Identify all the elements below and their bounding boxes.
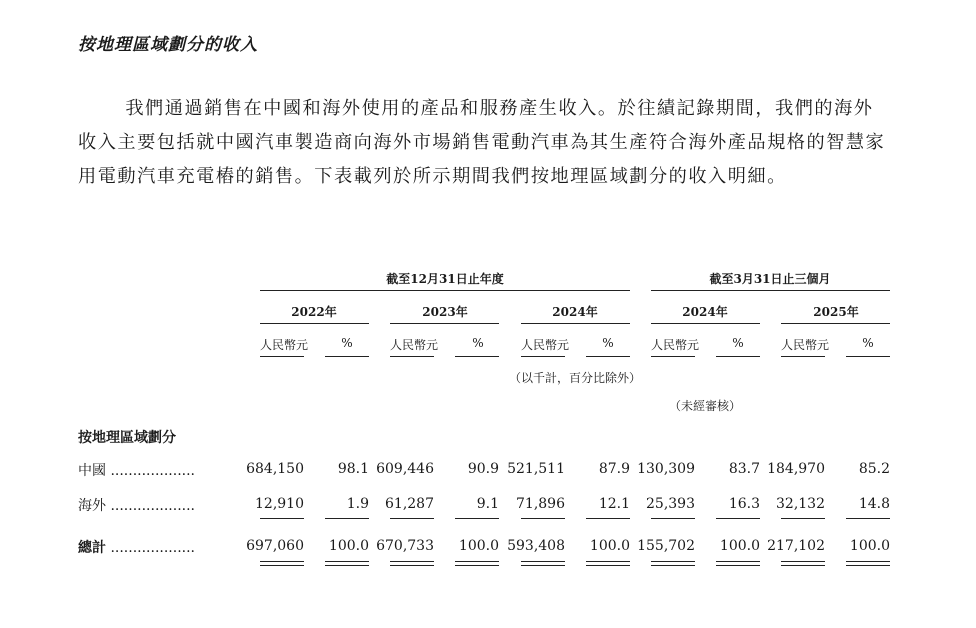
period-header: 2023年 (422, 305, 468, 319)
col-rmb-header: 人民幣元 (390, 338, 439, 352)
cell-value: 100.0 (589, 538, 630, 554)
cell-value: 670,733 (376, 538, 434, 554)
cell-value: 98.1 (337, 461, 369, 477)
cell-value: 609,446 (376, 461, 434, 477)
cell-value: 9.1 (476, 496, 499, 512)
group-header-quarter: 截至3月31日止三個月 (709, 272, 831, 286)
note-thousands: （以千計，百分比除外） (508, 371, 642, 385)
col-rule (390, 356, 434, 357)
period-rule (781, 323, 890, 324)
col-pct-header: % (341, 336, 353, 350)
total-double-rule (390, 565, 434, 566)
subtotal-rule (455, 518, 499, 519)
total-double-rule (846, 565, 890, 566)
row-label-text: 海外 (78, 498, 106, 514)
cell-value: 85.2 (858, 461, 890, 477)
cell-value: 184,970 (767, 461, 825, 477)
subtotal-rule (781, 518, 825, 519)
total-double-rule (651, 565, 695, 566)
cell-value: 12,910 (255, 496, 304, 512)
subtotal-rule (846, 518, 890, 519)
total-double-rule (521, 565, 565, 566)
col-pct-header: % (602, 336, 614, 350)
period-header: 2024年 (682, 305, 728, 319)
col-rmb-header: 人民幣元 (521, 338, 570, 352)
total-double-rule (521, 561, 565, 562)
total-double-rule (781, 565, 825, 566)
col-rmb-header: 人民幣元 (260, 338, 309, 352)
total-double-rule (390, 561, 434, 562)
cell-value: 217,102 (767, 538, 825, 554)
cell-value: 100.0 (719, 538, 760, 554)
period-rule (260, 323, 369, 324)
subtotal-rule (390, 518, 434, 519)
subtotal-rule (651, 518, 695, 519)
section-label: 按地理區域劃分 (78, 430, 176, 446)
period-header: 2025年 (813, 305, 859, 319)
cell-value: 697,060 (246, 538, 304, 554)
cell-value: 71,896 (516, 496, 565, 512)
total-double-rule (260, 561, 304, 562)
col-rule (586, 356, 630, 357)
group-header-year: 截至12月31日止年度 (386, 272, 504, 286)
cell-value: 130,309 (637, 461, 695, 477)
col-rmb-header: 人民幣元 (651, 338, 700, 352)
total-double-rule (716, 565, 760, 566)
col-rule (846, 356, 890, 357)
cell-value: 83.7 (728, 461, 760, 477)
cell-value: 684,150 (246, 461, 304, 477)
period-header: 2022年 (291, 305, 337, 319)
row-label-text: 中國 (78, 463, 106, 479)
cell-value: 87.9 (598, 461, 630, 477)
group-quarter-rule (651, 290, 890, 291)
col-rule (521, 356, 565, 357)
col-rule (781, 356, 825, 357)
col-rule (651, 356, 695, 357)
group-year-rule (260, 290, 630, 291)
paragraph-text: 我們通過銷售在中國和海外使用的產品和服務產生收入。於往績記錄期間，我們的海外收入主要包括就中國汽車製造商向海外市場銷售電動汽車為其生產符合海外產品規格的智慧家用電動汽車充電樁的銷售。下表載列於所示期間我們按地理區域劃分的收入明細。 (78, 98, 886, 187)
cell-value: 14.8 (858, 496, 890, 512)
cell-value: 100.0 (458, 538, 499, 554)
total-double-rule (455, 561, 499, 562)
row-label (78, 537, 195, 557)
cell-value: 16.3 (728, 496, 760, 512)
row-label (78, 460, 195, 480)
period-rule (390, 323, 499, 324)
cell-value: 1.9 (346, 496, 369, 512)
period-rule (521, 323, 630, 324)
subtotal-rule (586, 518, 630, 519)
row-label (78, 495, 195, 515)
col-rule (325, 356, 369, 357)
dot-leader: ................... (110, 463, 196, 479)
period-rule (651, 323, 760, 324)
subtotal-rule (716, 518, 760, 519)
cell-value: 521,511 (507, 461, 565, 477)
note-unaudited: （未經審核） (668, 399, 742, 413)
total-double-rule (651, 561, 695, 562)
cell-value: 593,408 (507, 538, 565, 554)
total-double-rule (325, 565, 369, 566)
col-rmb-header: 人民幣元 (781, 338, 830, 352)
total-double-rule (716, 561, 760, 562)
col-pct-header: % (732, 336, 744, 350)
cell-value: 155,702 (637, 538, 695, 554)
period-header: 2024年 (552, 305, 598, 319)
dot-leader: ................... (110, 498, 196, 514)
subtotal-rule (325, 518, 369, 519)
subtotal-rule (521, 518, 565, 519)
total-double-rule (325, 561, 369, 562)
cell-value: 61,287 (385, 496, 434, 512)
total-double-rule (586, 565, 630, 566)
cell-value: 100.0 (328, 538, 369, 554)
total-double-rule (586, 561, 630, 562)
total-double-rule (846, 561, 890, 562)
col-pct-header: % (472, 336, 484, 350)
total-double-rule (260, 565, 304, 566)
cell-value: 25,393 (646, 496, 695, 512)
col-rule (455, 356, 499, 357)
row-label-text: 總計 (78, 540, 106, 556)
col-pct-header: % (862, 336, 874, 350)
cell-value: 100.0 (849, 538, 890, 554)
cell-value: 12.1 (598, 496, 630, 512)
total-double-rule (455, 565, 499, 566)
dot-leader: ................... (110, 540, 196, 556)
col-rule (260, 356, 304, 357)
cell-value: 32,132 (776, 496, 825, 512)
cell-value: 90.9 (467, 461, 499, 477)
subtotal-rule (260, 518, 304, 519)
col-rule (716, 356, 760, 357)
total-double-rule (781, 561, 825, 562)
section-heading: 按地理區域劃分的收入 (78, 35, 258, 55)
